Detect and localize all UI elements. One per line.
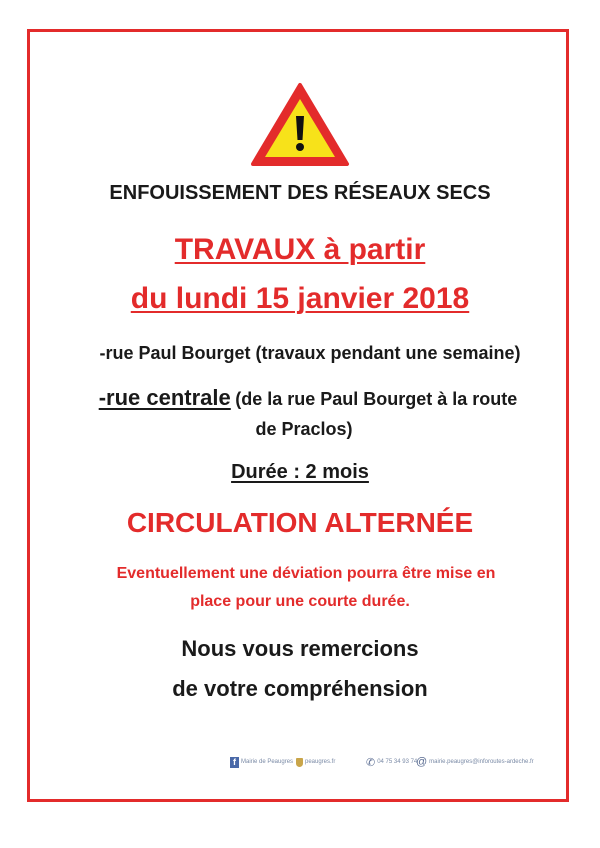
works-title-line1-text: TRAVAUX à partir: [174, 233, 426, 266]
street2-detail-line2: de Praclos): [255, 419, 353, 439]
footer-website-text: peaugres.fr: [305, 759, 336, 765]
duration: [0, 461, 600, 484]
street2-detail-line1: (de la rue Paul Bourget à la route: [235, 389, 518, 409]
footer-phone-text: 04 75 34 93 74: [377, 759, 418, 765]
street2-name: -rue centrale: [98, 385, 231, 410]
warning-triangle-icon: [250, 82, 350, 168]
detour-line2: place pour une courte durée.: [190, 593, 410, 610]
street2-line1: [8, 385, 600, 411]
phone-icon: ✆: [366, 756, 376, 769]
crest-icon: [296, 758, 303, 767]
works-title-line2: [0, 282, 600, 316]
footer-email: [416, 752, 534, 772]
thanks-line2: de votre compréhension: [172, 676, 428, 701]
works-title-line2-text: du lundi 15 janvier 2018: [130, 282, 470, 315]
detour-line1: Eventuellement une déviation pourra être mise en: [116, 565, 496, 582]
duration-text: Durée : 2 mois: [231, 461, 369, 483]
traffic-alternate: CIRCULATION ALTERNÉE: [126, 507, 474, 538]
thanks-line1: Nous vous remercions: [181, 636, 419, 661]
at-icon: @: [416, 756, 428, 768]
works-title-line1: [0, 233, 600, 267]
footer-email-text: mairie.peaugres@inforoutes-ardeche.fr: [429, 759, 534, 765]
footer-facebook-text: Mairie de Peaugres: [241, 759, 294, 765]
footer-facebook: [230, 752, 293, 772]
facebook-icon: f: [230, 757, 239, 768]
headline: ENFOUISSEMENT DES RÉSEAUX SECS: [109, 182, 491, 204]
footer-website: [296, 752, 335, 772]
footer-phone: [366, 752, 417, 772]
street1: -rue Paul Bourget (travaux pendant une semaine): [99, 343, 521, 363]
